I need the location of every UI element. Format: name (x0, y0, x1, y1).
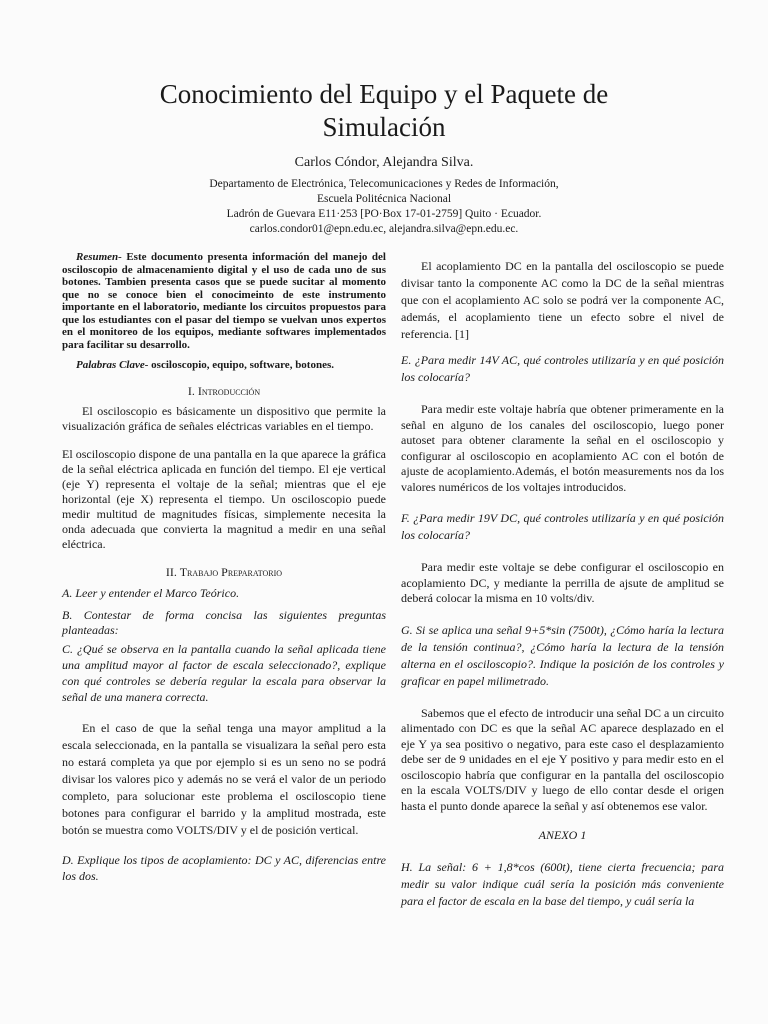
affiliation-line-2: Escuela Politécnica Nacional (316, 193, 452, 205)
intro-paragraph-1: El osciloscopio es básicamente un dispositivo que permite la visualización gráfica de señales eléctricas variables en el tiempo. (62, 404, 386, 433)
question-c: C. ¿Qué se observa en la pantalla cuando la señal aplicada tiene una amplitud mayor al factor de escala seleccionado?, explique con qué controles se debería regular la escala para observar la señal de una manera correcta. (62, 642, 386, 704)
title-line-2: Simulación (322, 112, 446, 142)
answer-f: Para medir este voltaje se debe configurar el osciloscopio en acoplamiento DC, y mediante la perrilla de ajsute de amplitud se deberá colocar la misma en 10 volts/div. (401, 560, 724, 605)
question-f: F. ¿Para medir 19V DC, qué controles utilizaría y en qué posición los colocaría? (401, 511, 724, 542)
paper-title (0, 78, 768, 144)
affiliation (0, 177, 768, 237)
section-preparatory-heading: II. Trabajo Preparatorio (165, 565, 283, 579)
abstract-text: Este documento presenta información del manejo del osciloscopio de almacenamiento digital y el uso de cada uno de sus botones. Tambien presenta casos que se puede sucitar al momento que no se conoce bien el conocimeinto de este instrumento importante en el laboratorio, mediante los circuitos propuestos para que los estudiantes con el pasar del tiempo se vuelvan unos expertos en el monitoreo de los equipos, mediante softwares implementados para facilitar su desarrollo. (62, 251, 386, 351)
right-column (401, 258, 724, 910)
affiliation-emails: carlos.condor01@epn.edu.ec, alejandra.silva@epn.edu.ec. (249, 223, 519, 235)
question-h: H. La señal: 6 + 1,8*cos (600t), tiene cierta frecuencia; para medir su valor indique cuál sería la posición más conveniente para el factor de escala en la base del tiempo, y cuál sería la (401, 860, 724, 908)
answer-d: El acoplamiento DC en la pantalla del osciloscopio se puede divisar tanto la componente AC como la DC de la señal mientras que con el acoplamiento AC solo se podrá ver la componente AC, además, el acoplamiento tiene un efecto sobre el nivel de referencia. [1] (401, 259, 724, 341)
abstract (62, 251, 386, 351)
question-g: G. Si se aplica una señal 9+5*sin (7500t), ¿Cómo haría la lectura de la tensión continua?, ¿Cómo haría la lectura de la tensión alterna en el osciloscopio?. Indique la posición de los controles y graficar en papel milimetrado. (401, 622, 724, 688)
affiliation-line-3: Ladrón de Guevara E11·253 [PO·Box 17-01-2759] Quito · Ecuador. (226, 208, 542, 220)
affiliation-line-1: Departamento de Electrónica, Telecomunicaciones y Redes de Información, (209, 178, 559, 190)
section-introduction-heading: I. Introducción (187, 384, 261, 398)
authors: Carlos Cóndor, Alejandra Silva. (294, 155, 474, 170)
title-line-1: Conocimiento del Equipo y el Paquete de (159, 79, 609, 109)
answer-e: Para medir este voltaje habría que obtener primeramente en la señal en alguno de los canales del osciloscopio, luego poner autoset para obtener claramente la señal en el osciloscopio y configurar al osciloscopio en acoplamiento AC con el botón de ajuste de acoplamiento.Además, el botón measurements nos da los valores numéricos de los voltajes introducidos. (401, 402, 724, 494)
keywords-label: Palabras Clave- (76, 359, 149, 371)
intro-paragraph-2: El osciloscopio dispone de una pantalla en la que aparece la gráfica de la señal eléctrica aplicada en función del tiempo. El eje vertical (eje Y) representa el voltaje de la señal; mientras que el eje horizontal (eje X) representa el tiempo. Un osciloscopio puede medir multitud de magnitudes físicas, simplemente necesita la onda adecuada que convierta la magnitud a medir en una señal eléctrica. (62, 447, 386, 551)
question-b: B. Contestar de forma concisa las siguientes preguntas planteadas: (62, 608, 386, 637)
question-e: E. ¿Para medir 14V AC, qué controles utilizaría y en qué posición los colocaría? (401, 353, 724, 384)
annex-heading: ANEXO 1 (538, 828, 587, 842)
keywords (62, 359, 386, 372)
left-column (62, 251, 386, 884)
question-a: A. Leer y entender el Marco Teórico. (62, 586, 240, 600)
question-d: D. Explique los tipos de acoplamiento: DC y AC, diferencias entre los dos. (62, 853, 386, 883)
keywords-text: osciloscopio, equipo, software, botones. (148, 359, 335, 371)
answer-g: Sabemos que el efecto de introducir una señal DC a un circuito alimentado con DC es que la señal AC aparece desplazado en el eje Y ya sea positivo o negativo, para este caso el desplazamiento debe ser de 9 unidades en el eje Y positivo y para medir esto en el osciloscopio habría que configurar en la pantalla del osciloscopio en la escala VOLTS/DIV y luego de ello contar desde el origen hasta el punto donde aparece la señal y así obtenemos ese valor. (401, 705, 724, 813)
abstract-label: Resumen- (76, 251, 122, 263)
answer-c: En el caso de que la señal tenga una mayor amplitud a la escala seleccionada, en la pantalla se visualizara la señal pero esta no estará completa ya que por ejemplo si es un seno no se podrá divisar los valores pico y además no se verá el valor de un periodo completo, para solucionar este problema el osciloscopio tiene botones para configurar el barrido y la amplitud mostrada, este botón se muestra como VOLTS/DIV y el de posición vertical. (62, 721, 386, 837)
